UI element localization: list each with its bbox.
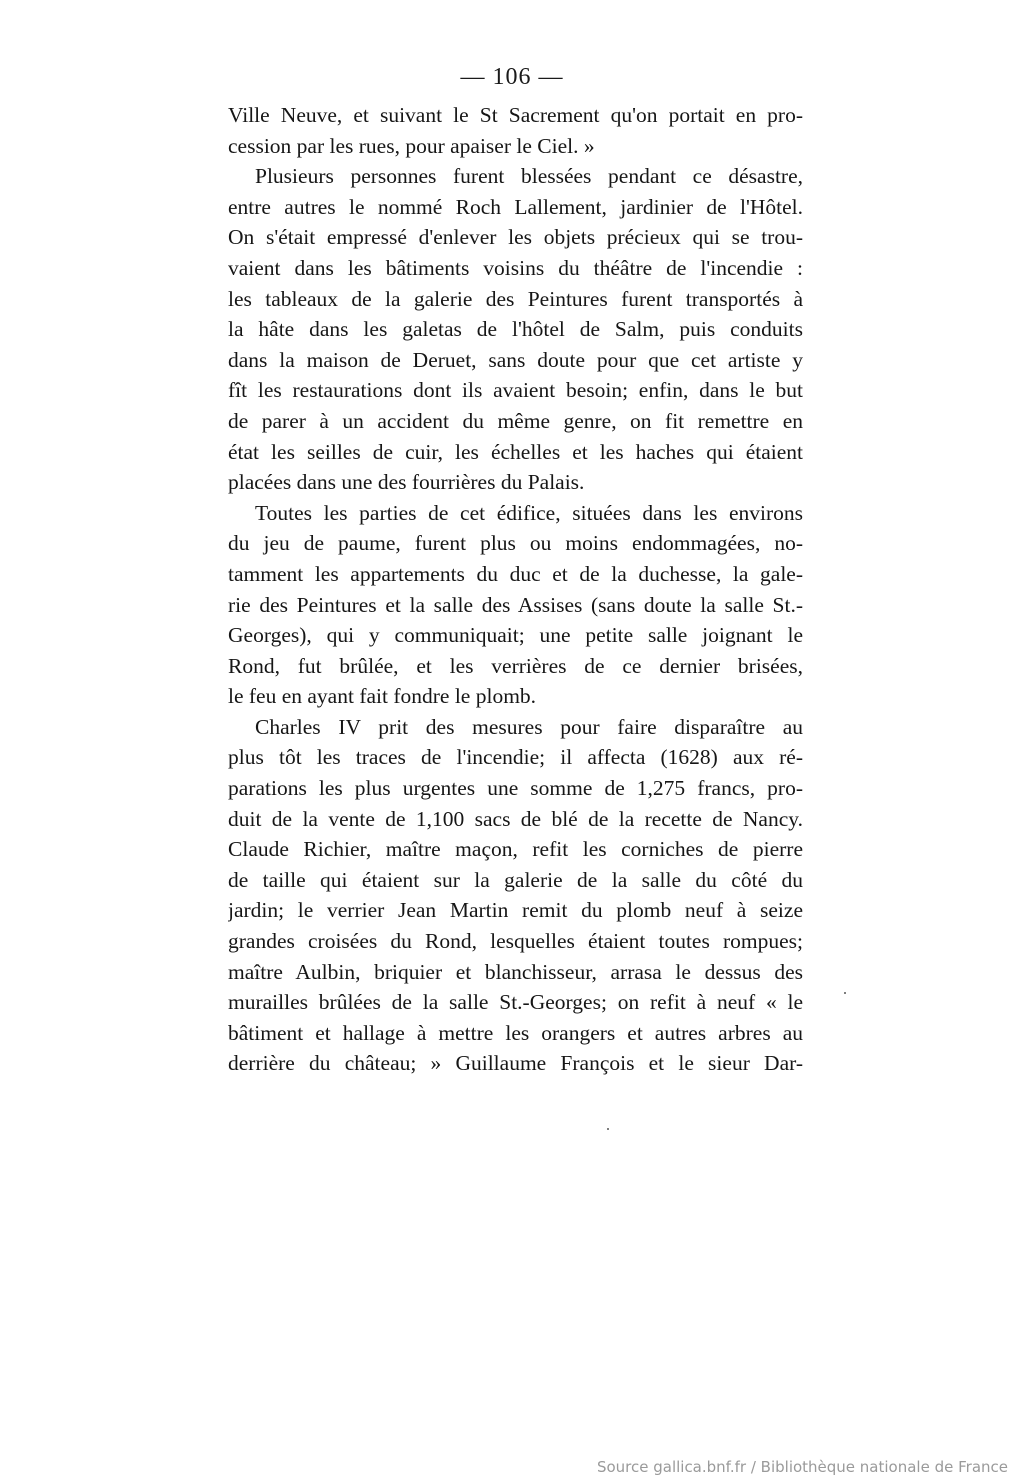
- text-line: Georges), qui y communiquait; une petite salle joignant le: [228, 623, 803, 648]
- page-number: — 106 —: [460, 64, 564, 90]
- text-line: Toutes les parties de cet édifice, situées dans les environs: [255, 500, 803, 525]
- text-line: dans la maison de Deruet, sans doute pour que cet artiste y: [228, 347, 803, 372]
- text-line: Charles IV prit des mesures pour faire disparaître au: [255, 714, 803, 739]
- text-line: les tableaux de la galerie des Peintures furent transportés à: [228, 286, 803, 311]
- text-line: de taille qui étaient sur la galerie de la salle du côté du: [228, 867, 803, 892]
- text-line: entre autres le nommé Roch Lallement, jardinier de l'Hôtel.: [228, 194, 803, 219]
- text-line: maître Aulbin, briquier et blanchisseur, arrasa le dessus des: [228, 959, 803, 984]
- text-line: Rond, fut brûlée, et les verrières de ce dernier brisées,: [228, 653, 803, 678]
- text-line: bâtiment et hallage à mettre les orangers et autres arbres au: [228, 1020, 803, 1045]
- text-line: cession par les rues, pour apaiser le Ciel. »: [228, 133, 595, 158]
- text-line: On s'était empressé d'enlever les objets précieux qui se trou-: [228, 225, 803, 250]
- text-line: plus tôt les traces de l'incendie; il affecta (1628) aux ré-: [228, 745, 803, 770]
- text-line: Claude Richier, maître maçon, refit les corniches de pierre: [228, 837, 803, 862]
- text-line: duit de la vente de 1,100 sacs de blé de la recette de Nancy.: [228, 806, 803, 831]
- text-line: parations les plus urgentes une somme de 1,275 francs, pro-: [228, 776, 803, 801]
- text-line: Plusieurs personnes furent blessées pendant ce désastre,: [255, 164, 803, 189]
- text-line: rie des Peintures et la salle des Assises (sans doute la salle St.-: [228, 592, 803, 617]
- text-line: grandes croisées du Rond, lesquelles étaient toutes rompues;: [228, 929, 803, 954]
- text-line: tamment les appartements du duc et de la duchesse, la gale-: [228, 561, 803, 586]
- text-line: Ville Neuve, et suivant le St Sacrement qu'on portait en pro-: [228, 103, 803, 127]
- text-line: placées dans une des fourrières du Palais.: [228, 470, 585, 495]
- text-line: la hâte dans les galetas de l'hôtel de Salm, puis conduits: [228, 317, 803, 342]
- source-footer: Source gallica.bnf.fr / Bibliothèque nationale de France: [596, 1458, 1008, 1476]
- text-line: de parer à un accident du même genre, on fit remettre en: [228, 408, 803, 433]
- text-line: état les seilles de cuir, les échelles et les haches qui étaient: [228, 439, 803, 464]
- ink-speck: [844, 992, 846, 994]
- text-line: le feu en ayant fait fondre le plomb.: [228, 684, 537, 709]
- ink-speck: [607, 1128, 609, 1130]
- text-line: derrière du château; » Guillaume François et le sieur Dar-: [228, 1051, 803, 1076]
- text-line: jardin; le verrier Jean Martin remit du plomb neuf à seize: [228, 898, 803, 923]
- text-line: fît les restaurations dont ils avaient besoin; enfin, dans le but: [228, 378, 803, 403]
- body-text: [228, 100, 803, 1079]
- text-line: vaient dans les bâtiments voisins du théâtre de l'incendie :: [228, 255, 803, 280]
- text-line: du jeu de paume, furent plus ou moins endommagées, no-: [228, 531, 803, 556]
- text-line: murailles brûlées de la salle St.-Georges; on refit à neuf « le: [228, 990, 803, 1015]
